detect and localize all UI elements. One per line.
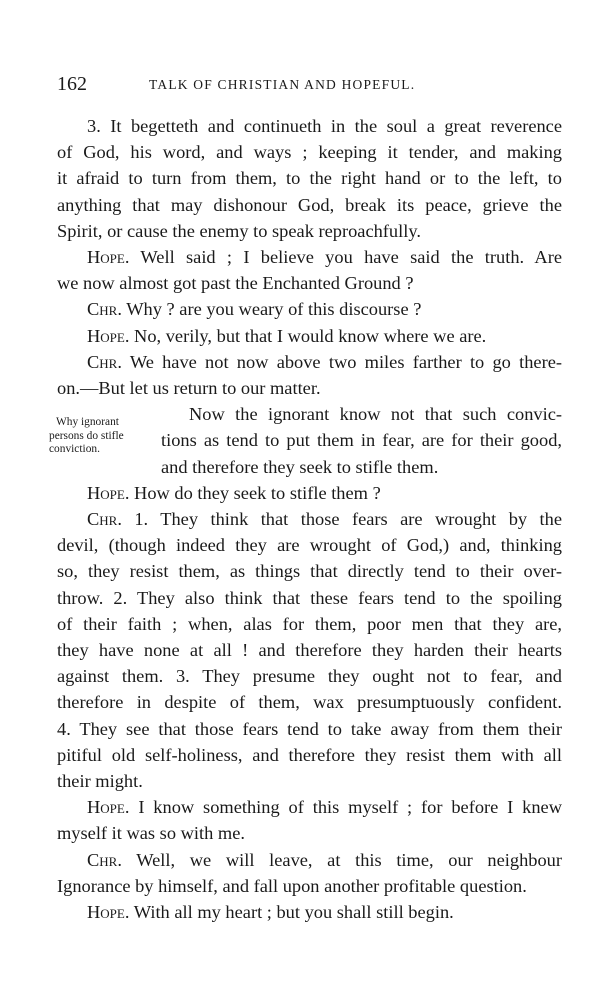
text-line: myself it was so with me. [57, 823, 245, 844]
page-number: 162 [57, 73, 87, 95]
text-line: pitiful old self-holiness, and therefore they resist them with all [57, 744, 562, 765]
text-line: Ignorance by himself, and fall upon another profitable question. [57, 875, 527, 896]
text-line: so, they resist them, as things that directly tend to their over- [57, 561, 562, 582]
speaker-name: Chr. [87, 299, 122, 320]
speaker-name: Hope. [87, 482, 130, 503]
line-text: Well said ; I believe you have said the truth. Are [129, 247, 562, 268]
text-line: anything that may dishonour God, break its peace, grieve the [57, 194, 562, 215]
speaker-name: Hope. [87, 247, 130, 268]
text-line: it afraid to turn from them, to the right hand or to the left, to [57, 168, 562, 189]
text-line [57, 323, 562, 349]
text-line: throw. 2. They also think that these fears tend to the spoiling [57, 587, 562, 608]
text-line: they have none at all ! and therefore they harden their hearts [57, 640, 562, 661]
paragraph-chr-weary [57, 296, 562, 322]
speaker-name: Hope. [87, 325, 130, 346]
margin-note [49, 416, 167, 457]
text-line: we now almost got past the Enchanted Ground ? [57, 273, 414, 294]
paragraph-chr-two-miles [57, 349, 562, 401]
text-line: 3. It begetteth and continueth in the soul a great reverence [87, 116, 562, 136]
text-line [57, 349, 562, 375]
paragraph-hope-know-something [57, 794, 562, 846]
page-body [49, 113, 562, 925]
margin-note-line: Why ignorant [56, 416, 119, 429]
text-line: and therefore they seek to stifle them. [161, 456, 439, 477]
text-line: of God, his word, and ways ; keeping it tender, and making [57, 142, 562, 163]
margin-note-line: conviction. [49, 443, 100, 456]
text-line [57, 847, 562, 873]
margin-note-line: persons do stifle [49, 429, 124, 442]
paragraph-chr-leave-ignorance [57, 847, 562, 899]
paragraph-fear-reverence [57, 113, 562, 244]
text-line [57, 506, 562, 532]
paragraph-hope-with-all-my-heart [57, 899, 562, 925]
text-line [57, 296, 562, 322]
line-text: No, verily, but that I would know where we are. [129, 325, 487, 346]
line-text: With all my heart ; but you shall still begin. [129, 902, 454, 923]
text-line: their might. [57, 771, 143, 792]
paragraph-with-margin-note [49, 401, 562, 480]
text-line [57, 794, 562, 820]
speaker-name: Chr. [87, 849, 122, 870]
text-line: on.—But let us return to our matter. [57, 378, 321, 399]
line-text: How do they seek to stifle them ? [129, 482, 381, 503]
text-line: tions as tend to put them in fear, are for their good, [161, 430, 562, 451]
line-text: I know something of this myself ; for before I knew [129, 797, 562, 818]
side-paragraph-text [161, 401, 562, 480]
text-line [57, 480, 562, 506]
text-line: 4. They see that those fears tend to take away from them their [57, 718, 562, 739]
text-line [57, 244, 562, 270]
text-line: therefore in despite of them, wax presumptuously confident. [57, 692, 562, 713]
running-head: TALK OF CHRISTIAN AND HOPEFUL. [149, 77, 416, 92]
page-header [57, 73, 562, 101]
line-text: Well, we will leave, at this time, our neighbour [121, 849, 562, 870]
speaker-name: Chr. [87, 509, 122, 530]
paragraph-hope-how-stifle [57, 480, 562, 506]
text-line: against them. 3. They presume they ought not to fear, and [57, 666, 562, 687]
line-text: We have not now above two miles farther to go there- [121, 351, 562, 372]
paragraph-hope-verily [57, 323, 562, 349]
line-text: Why ? are you weary of this discourse ? [121, 299, 422, 320]
speaker-name: Chr. [87, 351, 122, 372]
text-line: Now the ignorant know not that such convic- [189, 404, 562, 425]
text-line: of their faith ; when, alas for them, poor men that they are, [57, 613, 562, 634]
text-line: devil, (though indeed they are wrought of God,) and, thinking [57, 535, 562, 556]
text-line [57, 899, 562, 925]
paragraph-chr-reasons [57, 506, 562, 794]
speaker-name: Hope. [87, 797, 130, 818]
paragraph-hope-well-said [57, 244, 562, 296]
text-line: Spirit, or cause the enemy to speak reproachfully. [57, 220, 421, 241]
line-text: 1. They think that those fears are wrought by the [121, 509, 562, 530]
speaker-name: Hope. [87, 902, 130, 923]
